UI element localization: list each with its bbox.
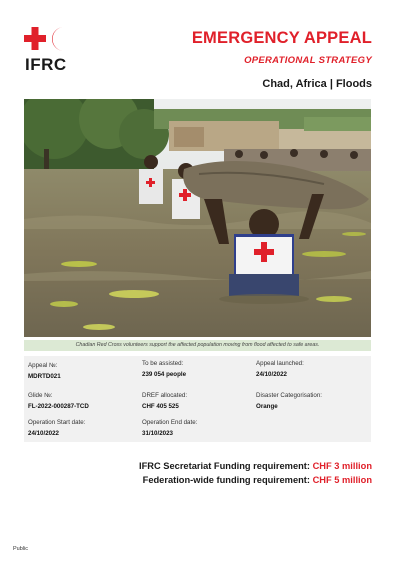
- operation-end-cell: [142, 419, 254, 437]
- operation-start-label: Operation Start date:: [28, 419, 86, 426]
- federation-funding-amount: CHF 5 million: [312, 475, 372, 485]
- federation-funding-line: [139, 473, 372, 487]
- page-subtitle: OPERATIONAL STRATEGY: [244, 55, 372, 66]
- glide-number-cell: [28, 392, 140, 410]
- appeal-launched-value: 24/10/2022: [256, 371, 287, 378]
- dref-allocated-value: CHF 405 525: [142, 403, 179, 410]
- appeal-number-label: Appeal №:: [28, 362, 58, 369]
- page-title: EMERGENCY APPEAL: [191, 29, 372, 47]
- funding-requirements: [139, 459, 372, 487]
- to-be-assisted-label: To be assisted:: [142, 360, 184, 367]
- secretariat-funding-label: IFRC Secretariat Funding requirement:: [139, 461, 310, 471]
- disaster-categorisation-cell: [256, 392, 368, 410]
- to-be-assisted-cell: [142, 360, 254, 378]
- red-cross-crescent-emblem-icon: [24, 26, 74, 52]
- cover-photo: [24, 99, 371, 337]
- dref-allocated-cell: [142, 392, 254, 410]
- classification-label: Public: [13, 546, 28, 552]
- dref-allocated-label: DREF allocated:: [142, 392, 188, 399]
- operation-end-label: Operation End date:: [142, 419, 198, 426]
- secretariat-funding-line: [139, 459, 372, 473]
- operation-start-value: 24/10/2022: [28, 430, 59, 437]
- ifrc-logo: [24, 26, 84, 76]
- appeal-number-value: MDRTD021: [28, 373, 61, 380]
- appeal-launched-label: Appeal launched:: [256, 360, 304, 367]
- flood-scene-illustration: [24, 99, 371, 337]
- secretariat-funding-amount: CHF 3 million: [312, 461, 372, 471]
- operation-end-value: 31/10/2023: [142, 430, 173, 437]
- to-be-assisted-value: 239 054 people: [142, 371, 187, 378]
- appeal-info-table: [24, 356, 371, 442]
- glide-number-label: Glide №:: [28, 392, 53, 399]
- glide-number-value: FL-2022-000287-TCD: [28, 403, 89, 410]
- federation-funding-label: Federation-wide funding requirement:: [142, 475, 310, 485]
- disaster-categorisation-value: Orange: [256, 403, 278, 410]
- org-name: IFRC: [25, 55, 67, 74]
- location-heading: Chad, Africa | Floods: [262, 78, 372, 90]
- appeal-number-cell: [28, 362, 140, 380]
- appeal-launched-cell: [256, 360, 368, 378]
- photo-caption: Chadian Red Cross volunteers support the affected population moving from flood affected to safe areas.: [24, 340, 371, 351]
- disaster-categorisation-label: Disaster Categorisation:: [256, 392, 323, 399]
- operation-start-cell: [28, 419, 140, 437]
